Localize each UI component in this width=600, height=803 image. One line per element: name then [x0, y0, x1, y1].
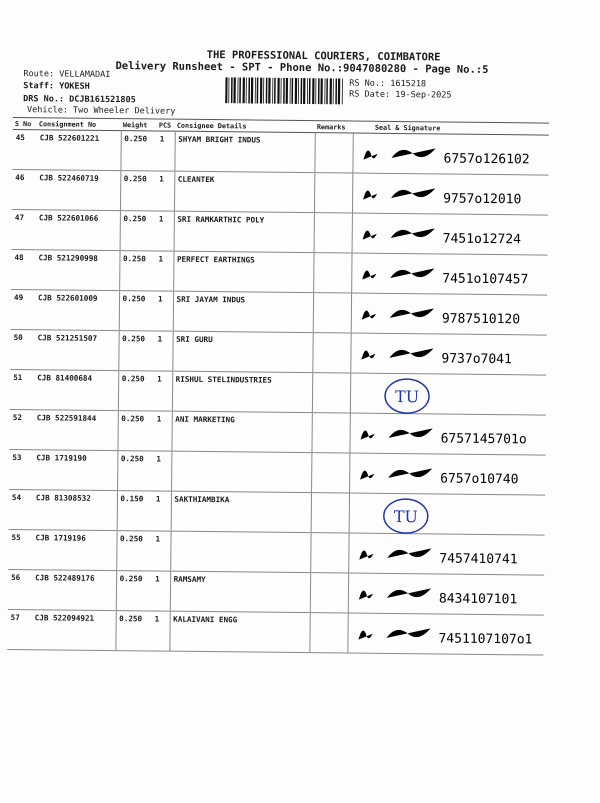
cell-remarks — [310, 533, 348, 573]
tick-mark — [360, 430, 374, 439]
cell-consignment-no: CJB 521290998 — [35, 250, 119, 291]
table-row — [8, 529, 544, 575]
table-row — [9, 409, 545, 455]
cell-weight: 0.250 — [117, 451, 153, 491]
barcode-bar — [320, 78, 322, 104]
cell-signature — [352, 133, 548, 175]
col-seal: Seal & Signature — [353, 121, 549, 135]
cell-pcs: 1 — [156, 211, 174, 251]
cell-pcs: 1 — [156, 171, 174, 211]
cell-remarks — [313, 293, 351, 333]
cell-consignment-no: CJB 522601066 — [36, 210, 120, 251]
cell-pcs: 1 — [155, 291, 173, 331]
runsheet-subtitle: Delivery Runsheet - SPT - Phone No.:9047080280 - Page No.:5 — [115, 60, 489, 76]
barcode-bar — [283, 78, 285, 104]
cell-signature — [352, 173, 548, 215]
cell-pcs: 1 — [151, 611, 169, 651]
signature-number: 7457410741 — [438, 551, 518, 568]
cell-consignee: RISHUL STELINDUSTRIES — [172, 371, 312, 412]
stamp-text: TU — [394, 386, 419, 407]
signature-number: 6757145701o — [440, 431, 527, 448]
cell-signature — [348, 533, 544, 575]
cell-remarks — [314, 213, 352, 253]
signature-mark — [352, 578, 542, 614]
cell-consignee: KALAIVANI ENGG — [169, 611, 309, 652]
cell-sno: 45 — [12, 129, 36, 169]
cell-remarks — [311, 493, 349, 533]
cell-consignment-no: CJB 522094921 — [31, 610, 115, 651]
table-row — [11, 289, 547, 335]
scribble-mark — [389, 348, 433, 358]
cell-remarks — [312, 333, 350, 373]
tick-mark — [363, 151, 377, 160]
barcode-bar — [251, 77, 253, 103]
barcode-bar — [295, 78, 297, 104]
cell-weight: 0.250 — [117, 411, 153, 451]
cell-pcs: 1 — [152, 571, 170, 611]
cell-pcs: 1 — [154, 331, 172, 371]
barcode-bar — [333, 78, 334, 104]
barcode-bar — [243, 77, 245, 103]
cell-remarks — [314, 133, 352, 173]
tick-mark — [360, 470, 374, 479]
tick-mark — [361, 310, 375, 319]
cell-consignment-no: CJB 81400684 — [34, 370, 118, 411]
cell-remarks — [311, 413, 349, 453]
barcode-bar — [274, 78, 276, 104]
signature-number: 7451o12724 — [442, 231, 521, 248]
cell-consignee: SRI JAYAM INDUS — [173, 291, 313, 332]
table-row — [11, 249, 547, 295]
barcode-bar — [326, 78, 328, 104]
cell-weight: 0.250 — [118, 331, 154, 371]
cell-consignment-no: CJB 81308532 — [33, 490, 117, 531]
cell-pcs: 1 — [156, 131, 174, 171]
tick-mark — [359, 550, 373, 559]
barcode-bar — [231, 77, 233, 103]
col-remarks: Remarks — [315, 121, 353, 133]
signature-mark — [356, 258, 546, 294]
scribble-mark — [390, 228, 434, 238]
barcode-bar — [309, 78, 311, 104]
cell-consignee — [170, 531, 310, 572]
cell-signature — [347, 613, 543, 655]
cell-pcs: 1 — [154, 371, 172, 411]
cell-signature — [349, 493, 545, 535]
signature-mark — [353, 538, 543, 574]
cell-sno: 50 — [10, 329, 34, 369]
cell-signature — [350, 333, 546, 375]
cell-sno: 52 — [9, 409, 33, 449]
col-consignee: Consignee Details — [175, 119, 315, 132]
cell-signature — [349, 453, 545, 495]
table-row — [10, 369, 546, 415]
signature-number: 9737o7041 — [440, 351, 512, 368]
barcode-bar — [263, 78, 264, 104]
barcode-bar — [342, 78, 343, 104]
cell-consignee: SHYAM BRIGHT INDUS — [174, 131, 314, 172]
cell-sno: 48 — [11, 249, 35, 289]
tick-mark — [362, 231, 376, 240]
barcode-bar — [300, 78, 302, 104]
cell-consignment-no: CJB 522489176 — [32, 570, 116, 611]
cell-consignee: PERFECT EARTHINGS — [173, 251, 313, 292]
barcode-bar — [286, 78, 288, 104]
cell-pcs: 1 — [155, 251, 173, 291]
col-pcs: PCS — [157, 119, 175, 131]
cell-signature — [352, 213, 548, 255]
tick-mark — [363, 191, 377, 200]
col-weight: Weight — [121, 119, 157, 131]
signature-mark — [352, 618, 542, 654]
cell-consignment-no: CJB 522460719 — [36, 170, 120, 211]
scribble-mark — [387, 548, 431, 558]
cell-pcs: 1 — [152, 531, 170, 571]
cell-remarks — [312, 373, 350, 413]
col-sno: S No — [13, 117, 37, 129]
table-row — [9, 489, 545, 535]
table-row — [12, 169, 548, 215]
cell-remarks — [311, 453, 349, 493]
cell-weight: 0.250 — [116, 571, 152, 611]
cell-weight: 0.250 — [119, 291, 155, 331]
delivery-table — [7, 117, 549, 656]
cell-sno: 49 — [11, 289, 35, 329]
barcode-bar — [324, 78, 325, 104]
cell-consignment-no: CJB 522601221 — [36, 130, 120, 171]
circular-stamp — [380, 374, 440, 415]
company-title: THE PROFESSIONAL COURIERS, COIMBATORE — [206, 49, 441, 64]
signature-mark — [355, 338, 545, 374]
cell-sno: 53 — [9, 449, 33, 489]
barcode-bar — [338, 78, 340, 104]
tick-mark — [358, 630, 372, 639]
tick-mark — [361, 350, 375, 359]
scribble-mark — [390, 268, 434, 278]
cell-remarks — [310, 573, 348, 613]
barcode-bar — [239, 77, 241, 103]
cell-consignee: SRI GURU — [172, 331, 312, 372]
signature-mark — [354, 458, 544, 494]
cell-sno: 47 — [12, 209, 36, 249]
cell-consignee: RAMSAMY — [170, 571, 310, 612]
circular-stamp — [379, 494, 439, 535]
table-row — [10, 329, 546, 375]
signature-mark — [356, 178, 546, 214]
barcode-bar — [246, 77, 247, 103]
barcode-bar — [272, 78, 273, 104]
signature-number: 8434107101 — [438, 591, 517, 608]
barcode-bar — [315, 78, 316, 104]
cell-sno: 46 — [12, 169, 36, 209]
barcode-bar — [260, 78, 262, 104]
barcode-bar — [318, 78, 320, 104]
signature-mark — [355, 298, 545, 334]
scribble-mark — [388, 428, 432, 438]
drs-label: DRS No.: DCJB161521805 — [23, 94, 136, 106]
cell-sno: 55 — [8, 529, 32, 569]
cell-signature — [350, 373, 546, 415]
cell-consignment-no: CJB 522601009 — [35, 290, 119, 331]
cell-weight: 0.250 — [120, 131, 156, 171]
tick-mark — [358, 590, 372, 599]
table-row — [12, 209, 548, 255]
barcode-bar — [303, 78, 305, 104]
cell-sno: 56 — [8, 569, 32, 609]
cell-sno: 51 — [10, 369, 34, 409]
table-row — [12, 129, 548, 175]
signature-mark — [356, 218, 546, 254]
cell-weight: 0.250 — [120, 171, 156, 211]
cell-sno: 54 — [9, 489, 33, 529]
barcode-bar — [225, 77, 227, 103]
cell-pcs: 1 — [153, 411, 171, 451]
barcode-bar — [228, 77, 229, 103]
barcode-bar — [233, 77, 235, 103]
cell-weight: 0.250 — [119, 251, 155, 291]
cell-consignment-no: CJB 1719196 — [32, 530, 116, 571]
cell-remarks — [313, 253, 351, 293]
cell-weight: 0.250 — [120, 211, 156, 251]
cell-consignee — [171, 451, 311, 492]
rs-number: RS No.: 1615218 — [349, 78, 427, 90]
barcode-bar — [268, 78, 270, 104]
staff-label: Staff: YOKESH — [23, 81, 90, 92]
cell-weight: 0.150 — [117, 491, 153, 531]
barcode-bar — [335, 78, 337, 104]
rs-date: RS Date: 19-Sep-2025 — [349, 89, 452, 101]
barcode-bar — [298, 78, 299, 104]
cell-sno: 57 — [7, 609, 31, 649]
scribble-mark — [386, 628, 430, 638]
cell-consignee: SRI RAMKARTHIC POLY — [174, 211, 314, 252]
table-row — [8, 569, 544, 615]
cell-consignee: ANI MARKETING — [171, 411, 311, 452]
barcode-bar — [291, 78, 293, 104]
cell-weight: 0.250 — [118, 371, 154, 411]
cell-remarks — [314, 173, 352, 213]
table-row — [7, 609, 543, 655]
route-label: Route: VELLAMADAI — [23, 69, 111, 80]
signature-number: 9757o12010 — [442, 191, 521, 208]
cell-consignment-no: CJB 1719190 — [33, 450, 117, 491]
barcode-bar — [290, 78, 291, 104]
signature-mark — [354, 418, 544, 454]
signature-number: 9787510120 — [441, 311, 520, 328]
table-row — [9, 449, 545, 495]
barcode-bar — [277, 78, 279, 104]
barcode-bar — [255, 78, 256, 104]
cell-signature — [349, 413, 545, 455]
scribble-mark — [389, 308, 433, 318]
barcode-bar — [248, 77, 250, 103]
barcode-bar — [281, 78, 282, 104]
barcode-bar — [237, 77, 238, 103]
cell-signature — [351, 253, 547, 295]
cell-pcs: 1 — [153, 491, 171, 531]
scribble-mark — [391, 148, 435, 158]
stamp-text: TU — [393, 506, 418, 527]
cell-weight: 0.250 — [115, 611, 151, 651]
signature-mark — [357, 138, 547, 174]
tick-mark — [362, 270, 376, 279]
cell-consignee: SAKTHIAMBIKA — [171, 491, 311, 532]
barcode-bar — [329, 78, 331, 104]
signature-number: 7451107107o1 — [437, 631, 533, 648]
signature-number: 6757o10740 — [439, 471, 519, 488]
cell-remarks — [309, 613, 347, 653]
signature-number: 6757o126102 — [442, 151, 530, 168]
scribble-mark — [386, 588, 430, 598]
barcode-bar — [266, 78, 268, 104]
barcode — [225, 77, 345, 104]
cell-weight: 0.250 — [116, 531, 152, 571]
col-consignment: Consignment No — [37, 118, 121, 131]
cell-consignment-no: CJB 521251507 — [34, 330, 118, 371]
barcode-bar — [257, 78, 259, 104]
barcode-bar — [307, 78, 308, 104]
barcode-bar — [312, 78, 314, 104]
scribble-mark — [391, 188, 435, 198]
cell-pcs: 1 — [153, 451, 171, 491]
cell-signature — [351, 293, 547, 335]
cell-consignee: CLEANTEK — [174, 171, 314, 212]
cell-consignment-no: CJB 522591844 — [33, 410, 117, 451]
vehicle-label: Vehicle: Two Wheeler Delivery — [26, 105, 176, 117]
signature-number: 7451o107457 — [441, 271, 528, 288]
scribble-mark — [388, 468, 432, 478]
cell-signature — [348, 573, 544, 615]
